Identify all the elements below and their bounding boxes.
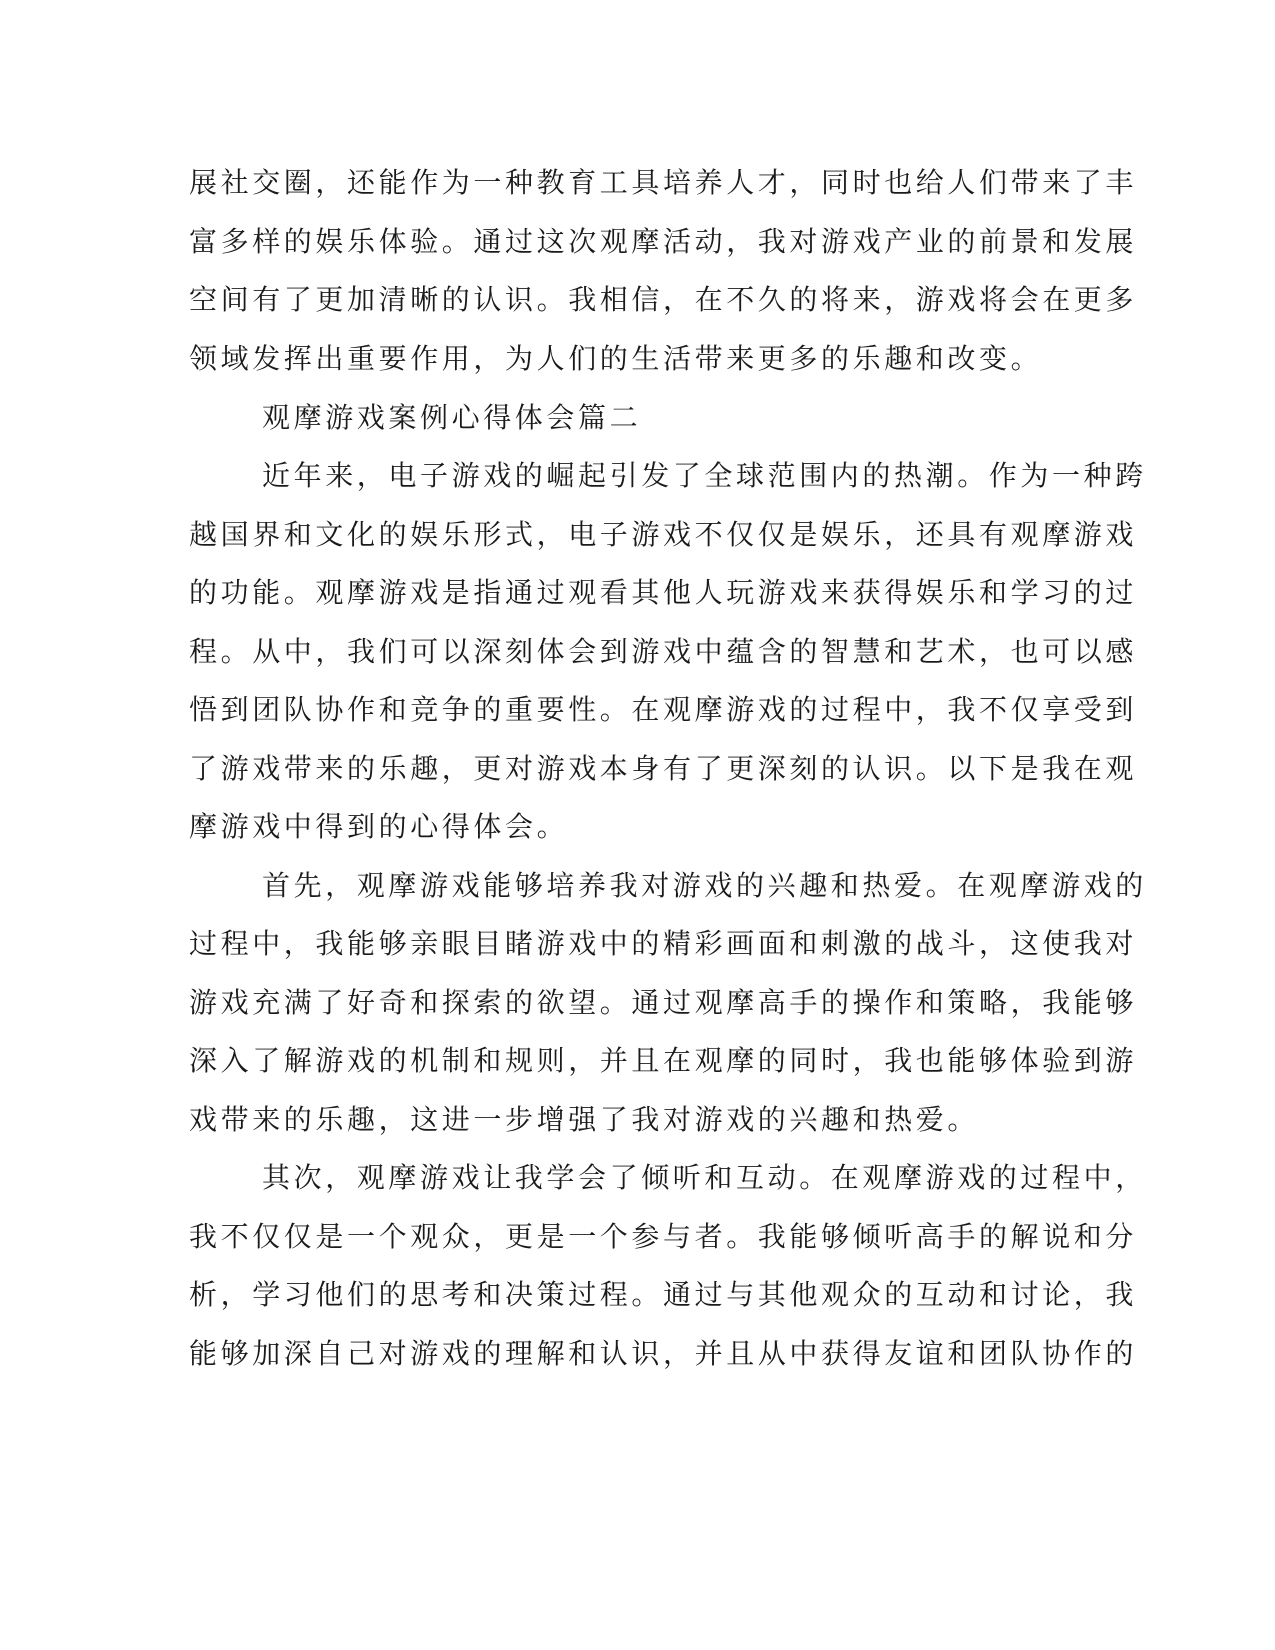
text-line: 的功能。观摩游戏是指通过观看其他人玩游戏来获得娱乐和学习的过 <box>189 576 1138 609</box>
text-line: 展社交圈，还能作为一种教育工具培养人才，同时也给人们带来了丰 <box>189 166 1138 199</box>
text-line: 过程中，我能够亲眼目睹游戏中的精彩画面和刺激的战斗，这使我对 <box>189 927 1138 960</box>
text-line: 析，学习他们的思考和决策过程。通过与其他观众的互动和讨论，我 <box>189 1278 1138 1311</box>
text-line: 近年来，电子游戏的崛起引发了全球范围内的热潮。作为一种跨 <box>262 459 1147 492</box>
text-line: 领域发挥出重要作用，为人们的生活带来更多的乐趣和改变。 <box>189 342 1043 375</box>
text-line: 程。从中，我们可以深刻体会到游戏中蕴含的智慧和艺术，也可以感 <box>189 635 1138 668</box>
text-line: 能够加深自己对游戏的理解和认识，并且从中获得友谊和团队协作的 <box>189 1337 1138 1370</box>
text-line: 游戏充满了好奇和探索的欲望。通过观摩高手的操作和策略，我能够 <box>189 986 1138 1019</box>
text-line: 了游戏带来的乐趣，更对游戏本身有了更深刻的认识。以下是我在观 <box>189 752 1138 785</box>
text-line: 首先，观摩游戏能够培养我对游戏的兴趣和热爱。在观摩游戏的 <box>262 869 1147 902</box>
section-heading: 观摩游戏案例心得体会篇二 <box>262 401 642 434</box>
text-line: 越国界和文化的娱乐形式，电子游戏不仅仅是娱乐，还具有观摩游戏 <box>189 518 1138 551</box>
text-line: 悟到团队协作和竞争的重要性。在观摩游戏的过程中，我不仅享受到 <box>189 693 1138 726</box>
text-line: 深入了解游戏的机制和规则，并且在观摩的同时，我也能够体验到游 <box>189 1044 1138 1077</box>
text-line: 我不仅仅是一个观众，更是一个参与者。我能够倾听高手的解说和分 <box>189 1220 1138 1253</box>
text-line: 空间有了更加清晰的认识。我相信，在不久的将来，游戏将会在更多 <box>189 283 1138 316</box>
text-line: 富多样的娱乐体验。通过这次观摩活动，我对游戏产业的前景和发展 <box>189 225 1138 258</box>
text-line: 摩游戏中得到的心得体会。 <box>189 810 569 843</box>
text-line: 其次，观摩游戏让我学会了倾听和互动。在观摩游戏的过程中， <box>262 1161 1147 1194</box>
text-line: 戏带来的乐趣，这进一步增强了我对游戏的兴趣和热爱。 <box>189 1103 980 1136</box>
